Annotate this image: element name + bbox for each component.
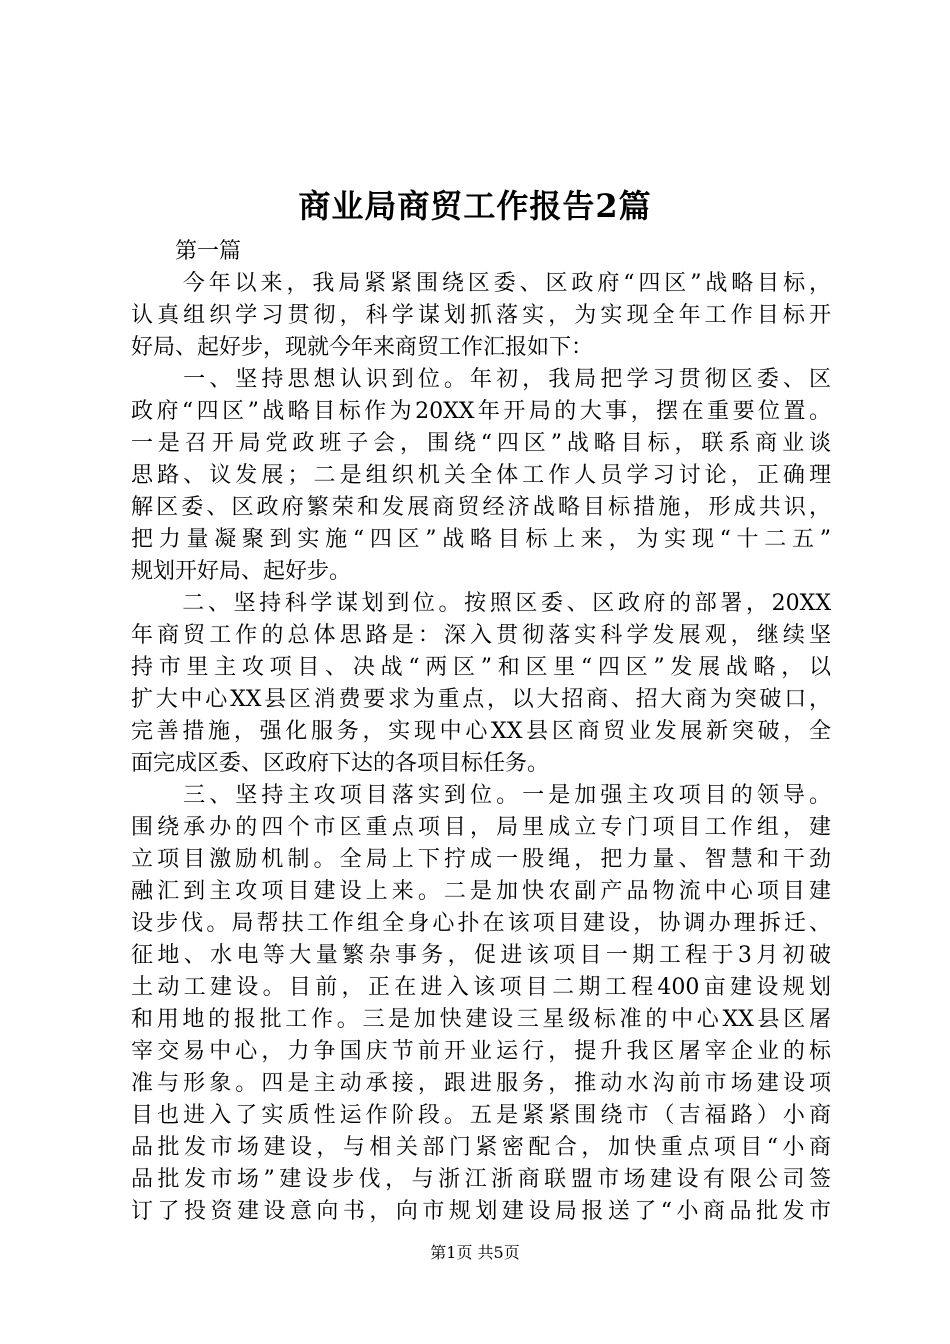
- body-line: 年商贸工作的总体思路是：深入贯彻落实科学发展观，继续坚: [131, 623, 831, 648]
- body-line: 今年以来，我局紧紧围绕区委、区政府“四区”战略目标，: [131, 271, 831, 296]
- body-line: 一、坚持思想认识到位。年初，我局把学习贯彻区委、区: [131, 367, 831, 392]
- body-line: 思路、议发展；二是组织机关全体工作人员学习讨论，正确理: [131, 463, 831, 488]
- body-line: 解区委、区政府繁荣和发展商贸经济战略目标措施，形成共识，: [131, 495, 831, 520]
- body-line: 和用地的报批工作。三是加快建设三星级标准的中心XX县区屠: [131, 1007, 831, 1032]
- body-line: 立项目激励机制。全局上下拧成一股绳，把力量、智慧和干劲: [131, 847, 831, 872]
- body-line: 第一篇: [131, 239, 242, 264]
- body-line: 融汇到主攻项目建设上来。二是加快农副产品物流中心项目建: [131, 879, 831, 904]
- body-line: 征地、水电等大量繁杂事务，促进该项目一期工程于3月初破: [131, 943, 831, 968]
- body-line: 二、坚持科学谋划到位。按照区委、区政府的部署，20XX: [131, 591, 831, 616]
- body-line: 把力量凝聚到实施“四区”战略目标上来，为实现“十二五”: [131, 527, 831, 552]
- body-line: 扩大中心XX县区消费要求为重点，以大招商、招大商为突破口，: [131, 687, 831, 712]
- body-line: 品批发市场建设，与相关部门紧密配合，加快重点项目“小商: [131, 1135, 831, 1160]
- body-line: 订了投资建设意向书，向市规划建设局报送了“小商品批发市: [131, 1199, 831, 1224]
- body-line: 三、坚持主攻项目落实到位。一是加强主攻项目的领导。: [131, 783, 831, 808]
- body-line: 政府“四区”战略目标作为20XX年开局的大事，摆在重要位置。: [131, 399, 831, 424]
- body-line: 好局、起好步，现就今年来商贸工作汇报如下：: [131, 335, 594, 360]
- body-line: 面完成区委、区政府下达的各项目标任务。: [131, 751, 550, 776]
- body-line: 土动工建设。目前，正在进入该项目二期工程400亩建设规划: [131, 975, 831, 1000]
- page-footer: 第1页 共5页: [430, 1243, 520, 1262]
- body-line: 宰交易中心，力争国庆节前开业运行，提升我区屠宰企业的标: [131, 1039, 831, 1064]
- document-title: 商业局商贸工作报告2篇: [298, 187, 652, 225]
- body-line: 认真组织学习贯彻，科学谋划抓落实，为实现全年工作目标开: [131, 303, 831, 328]
- body-line: 围绕承办的四个市区重点项目，局里成立专门项目工作组，建: [131, 815, 831, 840]
- body-line: 准与形象。四是主动承接，跟进服务，推动水沟前市场建设项: [131, 1071, 831, 1096]
- body-line: 完善措施，强化服务，实现中心XX县区商贸业发展新突破，全: [131, 719, 831, 744]
- body-line: 品批发市场”建设步伐，与浙江浙商联盟市场建设有限公司签: [131, 1167, 831, 1192]
- body-line: 设步伐。局帮扶工作组全身心扑在该项目建设，协调办理拆迁、: [131, 911, 831, 936]
- body-line: 规划开好局、起好步。: [131, 559, 352, 584]
- body-line: 一是召开局党政班子会，围绕“四区”战略目标，联系商业谈: [131, 431, 831, 456]
- body-line: 目也进入了实质性运作阶段。五是紧紧围绕市（吉福路）小商: [131, 1103, 831, 1128]
- document-body: [131, 236, 831, 1228]
- body-line: 持市里主攻项目、决战“两区”和区里“四区”发展战略，以: [131, 655, 831, 680]
